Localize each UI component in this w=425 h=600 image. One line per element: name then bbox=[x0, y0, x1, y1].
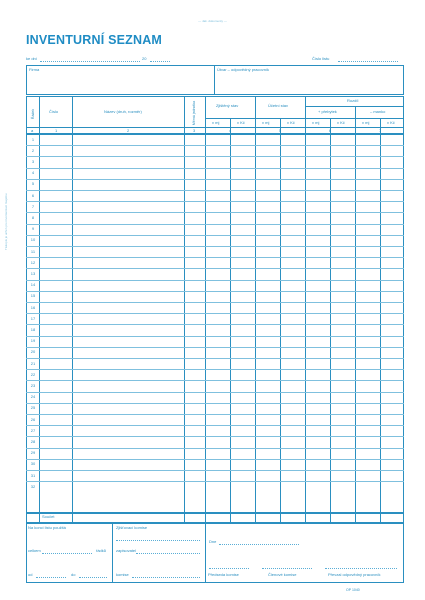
row-number: 19 bbox=[30, 338, 36, 344]
row-number: 26 bbox=[30, 416, 36, 422]
sub-header-v-mj: v mj bbox=[212, 120, 220, 125]
radku-label: řádků bbox=[96, 548, 107, 553]
col-zjisteny-header: Zjištěný stav bbox=[216, 103, 239, 108]
row-divider bbox=[26, 201, 404, 202]
table-row[interactable] bbox=[40, 347, 403, 358]
table-row[interactable] bbox=[40, 459, 403, 470]
row-divider bbox=[26, 145, 404, 146]
sub-header-v-mj: v mj bbox=[362, 120, 370, 125]
row-number: 10 bbox=[30, 237, 36, 243]
col-cislo-header: Číslo bbox=[49, 109, 59, 114]
row-number: 4 bbox=[31, 170, 35, 176]
na-konci-label: Na konci listu použitá bbox=[28, 525, 66, 530]
table-row[interactable] bbox=[40, 448, 403, 459]
bottom-code: OP 1040 bbox=[346, 588, 360, 592]
index-5: 5 bbox=[279, 128, 282, 133]
table-row[interactable] bbox=[40, 134, 403, 145]
row-divider bbox=[26, 268, 404, 269]
row-divider bbox=[26, 235, 404, 236]
komise-field[interactable] bbox=[132, 577, 200, 578]
sub-header-v-kc: v Kč bbox=[237, 120, 245, 125]
soucet-label: Součet bbox=[42, 514, 55, 519]
clenove-label: Členové komise bbox=[268, 572, 297, 577]
row-divider bbox=[26, 156, 404, 157]
row-divider bbox=[26, 369, 404, 370]
row-divider bbox=[26, 414, 404, 415]
table-row[interactable] bbox=[40, 414, 403, 425]
table-row[interactable] bbox=[40, 425, 403, 436]
row-divider bbox=[26, 179, 404, 180]
table-row[interactable] bbox=[40, 179, 403, 190]
sub-header-v-kc: v Kč bbox=[387, 120, 395, 125]
table-row[interactable] bbox=[40, 280, 403, 291]
row-divider bbox=[26, 336, 404, 337]
dne-label: Dne bbox=[209, 539, 217, 544]
row-number: 20 bbox=[30, 349, 36, 355]
firma-label: Firma bbox=[29, 67, 40, 72]
table-row[interactable] bbox=[40, 470, 403, 481]
komise-label: komise bbox=[116, 572, 129, 577]
utvar-field[interactable] bbox=[215, 73, 403, 94]
table-row[interactable] bbox=[40, 201, 403, 212]
row-number: 23 bbox=[30, 382, 36, 388]
row-divider bbox=[26, 190, 404, 191]
row-number: 8 bbox=[31, 214, 35, 220]
row-divider bbox=[26, 459, 404, 460]
col-rozdil-header: Rozdíl bbox=[347, 98, 359, 103]
row-divider bbox=[26, 470, 404, 471]
firma-field[interactable] bbox=[27, 73, 213, 94]
celkem-label: celkem bbox=[28, 548, 41, 553]
table-row[interactable] bbox=[40, 380, 403, 391]
row-number: 13 bbox=[30, 270, 36, 276]
do-label: do bbox=[71, 572, 76, 577]
row-number: 6 bbox=[31, 192, 35, 198]
row-divider bbox=[26, 436, 404, 437]
row-number: 2 bbox=[31, 147, 35, 153]
row-number: 29 bbox=[30, 450, 36, 456]
index-4: 4 bbox=[229, 128, 232, 133]
table-row[interactable] bbox=[40, 246, 403, 257]
row-divider bbox=[26, 280, 404, 281]
col-manko-header: – manko bbox=[370, 109, 386, 114]
row-divider bbox=[26, 347, 404, 348]
table-row[interactable] bbox=[40, 168, 403, 179]
row-number: 30 bbox=[30, 461, 36, 467]
index-7: 7 bbox=[379, 128, 382, 133]
utvar-label: Útvar – odpovědný pracovník bbox=[217, 67, 270, 72]
cislo-listu-label: Číslo listu bbox=[312, 56, 330, 61]
year-label: 20 bbox=[142, 56, 147, 61]
prevzal-label: Převzal odpovědný pracovník bbox=[328, 572, 381, 577]
row-divider bbox=[26, 168, 404, 169]
col-prebytek-header: + přebytek bbox=[318, 109, 337, 114]
table-row[interactable] bbox=[40, 436, 403, 447]
page-title: INVENTURNÍ SEZNAM bbox=[26, 33, 163, 47]
table-row[interactable] bbox=[40, 268, 403, 279]
row-divider bbox=[26, 212, 404, 213]
zapisovatel-field[interactable] bbox=[136, 553, 200, 554]
celkem-field[interactable] bbox=[42, 553, 92, 554]
col-radek-header: Řádek bbox=[31, 108, 35, 120]
row-number: 28 bbox=[30, 438, 36, 444]
row-number: 1 bbox=[31, 136, 35, 142]
col-ucetni-header: Účetní stav bbox=[268, 103, 289, 108]
row-divider bbox=[26, 257, 404, 258]
clenove-field[interactable] bbox=[262, 568, 312, 569]
index-6: 6 bbox=[329, 128, 332, 133]
table-row[interactable] bbox=[40, 336, 403, 347]
sub-header-v-kc: v Kč bbox=[287, 120, 295, 125]
zjistovaci-komise-label: Zjišťovací komise bbox=[116, 525, 148, 530]
sub-header-v-kc: v Kč bbox=[337, 120, 345, 125]
od-field[interactable] bbox=[36, 577, 66, 578]
row-divider bbox=[26, 481, 404, 482]
table-row[interactable] bbox=[40, 324, 403, 335]
row-number: 17 bbox=[30, 315, 36, 321]
col-nazev-header: Název (druh, rozměr) bbox=[104, 109, 142, 114]
row-divider bbox=[26, 392, 404, 393]
row-divider bbox=[26, 324, 404, 325]
side-note: Tiskopis je určen pro inventarizaci majetku bbox=[4, 193, 8, 250]
table-row[interactable] bbox=[40, 212, 403, 223]
row-number: 25 bbox=[30, 405, 36, 411]
row-divider bbox=[26, 358, 404, 359]
row-divider bbox=[26, 224, 404, 225]
row-number: 12 bbox=[30, 259, 36, 265]
table-row[interactable] bbox=[40, 392, 403, 403]
row-number: 31 bbox=[30, 472, 36, 478]
table-row[interactable] bbox=[40, 481, 403, 492]
row-number: 11 bbox=[30, 248, 36, 254]
row-number: 16 bbox=[30, 304, 36, 310]
year-field[interactable] bbox=[150, 61, 170, 62]
table-row[interactable] bbox=[40, 156, 403, 167]
top-note: — Jak. dokumenty — bbox=[198, 19, 227, 23]
index-2: 2 bbox=[127, 128, 130, 133]
table-row[interactable] bbox=[40, 235, 403, 246]
table-row[interactable] bbox=[40, 145, 403, 156]
sub-header-v-mj: v mj bbox=[312, 120, 320, 125]
index-a: a bbox=[31, 128, 34, 133]
row-divider bbox=[26, 448, 404, 449]
zjistovaci-field[interactable] bbox=[116, 540, 200, 541]
row-divider bbox=[26, 403, 404, 404]
row-number: 7 bbox=[31, 203, 35, 209]
row-number: 3 bbox=[31, 158, 35, 164]
index-3: 3 bbox=[193, 128, 196, 133]
zapisovatel-label: zapisovatel bbox=[116, 548, 137, 553]
index-1: 1 bbox=[55, 128, 58, 133]
table-row[interactable] bbox=[40, 291, 403, 302]
table-row[interactable] bbox=[40, 358, 403, 369]
row-number: 18 bbox=[30, 326, 36, 332]
table-row[interactable] bbox=[40, 369, 403, 380]
col-mj-header: Měrná jednotka bbox=[192, 100, 196, 126]
row-number: 21 bbox=[30, 360, 36, 366]
table-row[interactable] bbox=[40, 313, 403, 324]
row-divider bbox=[26, 246, 404, 247]
table-row[interactable] bbox=[40, 190, 403, 201]
ke-dni-label: ke dni bbox=[26, 56, 37, 61]
predseda-field[interactable] bbox=[209, 568, 249, 569]
row-divider bbox=[26, 425, 404, 426]
predseda-label: Předseda komise bbox=[208, 572, 239, 577]
row-number: 9 bbox=[31, 226, 35, 232]
row-number: 32 bbox=[30, 483, 36, 489]
row-number: 27 bbox=[30, 427, 36, 433]
soucet-row[interactable] bbox=[40, 514, 403, 522]
do-field[interactable] bbox=[79, 577, 107, 578]
ke-dni-field[interactable] bbox=[40, 61, 140, 62]
sub-header-v-mj: v mj bbox=[262, 120, 270, 125]
row-divider bbox=[26, 302, 404, 303]
od-label: od bbox=[28, 572, 33, 577]
row-number: 5 bbox=[31, 181, 35, 187]
cislo-listu-field[interactable] bbox=[338, 61, 398, 62]
table-row[interactable] bbox=[40, 257, 403, 268]
table-row[interactable] bbox=[40, 302, 403, 313]
row-number: 24 bbox=[30, 394, 36, 400]
row-divider bbox=[26, 380, 404, 381]
prevzal-field[interactable] bbox=[325, 568, 397, 569]
row-number: 14 bbox=[30, 282, 36, 288]
table-row[interactable] bbox=[40, 403, 403, 414]
row-divider bbox=[26, 291, 404, 292]
row-number: 22 bbox=[30, 371, 36, 377]
row-divider bbox=[26, 313, 404, 314]
row-number: 15 bbox=[30, 293, 36, 299]
dne-field[interactable] bbox=[219, 544, 299, 545]
table-row[interactable] bbox=[40, 224, 403, 235]
